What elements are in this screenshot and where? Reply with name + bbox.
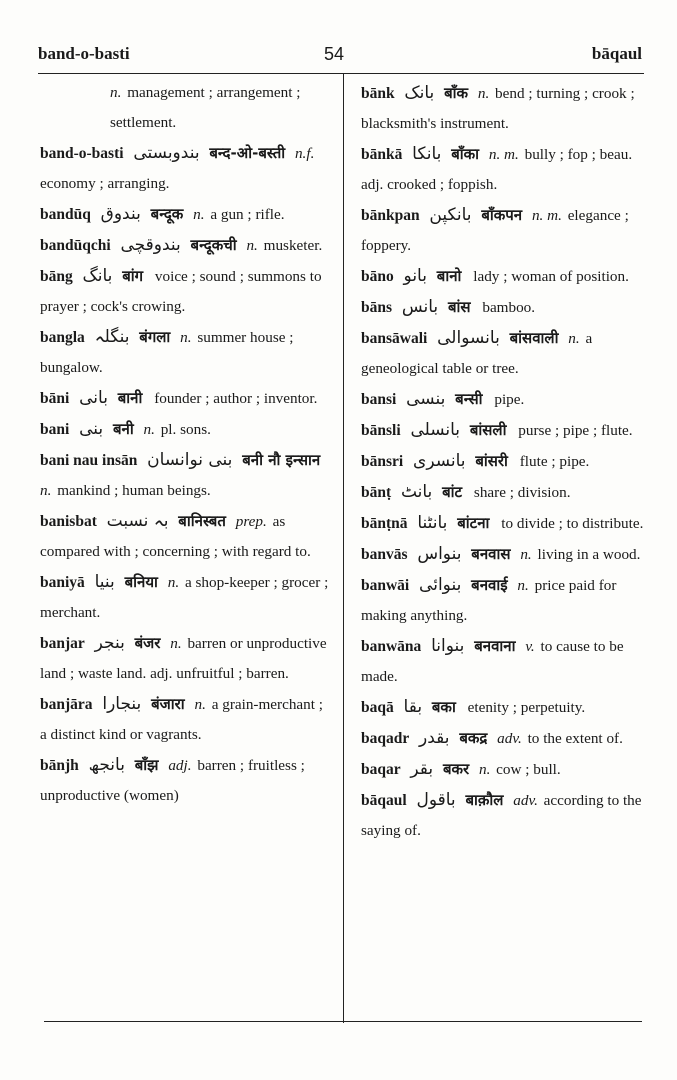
entry-headword: band-o-basti xyxy=(40,145,124,162)
entry-headword: bāns xyxy=(361,299,393,316)
dictionary-entry xyxy=(361,539,649,570)
dictionary-entry xyxy=(361,200,649,261)
entry-hindi: बांसली xyxy=(469,421,507,439)
entry-headword: bangla xyxy=(40,329,85,346)
entry-hindi: बाँक xyxy=(444,84,469,102)
entry-headword: bani xyxy=(40,421,70,438)
entry-definition: living in a wood. xyxy=(537,546,641,563)
entry-definition: purse ; pipe ; flute. xyxy=(518,422,633,439)
entry-headword: baqar xyxy=(361,761,401,778)
right-column xyxy=(361,78,649,846)
entry-urdu: بنواس xyxy=(417,544,462,564)
entry-hindi: बनिया xyxy=(124,573,158,591)
entry-urdu: بانو xyxy=(403,266,427,286)
dictionary-entry xyxy=(40,230,332,261)
entry-pos: n. m. xyxy=(531,207,562,224)
entry-urdu: بنجر xyxy=(94,633,125,653)
dictionary-entry xyxy=(361,261,649,292)
entry-definition: to divide ; to distribute. xyxy=(501,515,644,532)
entry-hindi: बानिस्बत xyxy=(178,512,226,530)
dictionary-entry xyxy=(40,689,332,750)
dictionary-entry xyxy=(361,323,649,384)
entry-urdu: بنی نوانسان xyxy=(147,450,233,470)
entry-definition: price paid for making anything. xyxy=(361,577,617,624)
entry-urdu: بنوائی xyxy=(419,575,462,595)
entry-headword: bānkā xyxy=(361,146,403,163)
header-right-guideword: bāqaul xyxy=(591,44,642,63)
entry-headword: baniyā xyxy=(40,574,85,591)
entry-hindi: बानो xyxy=(436,267,462,285)
entry-headword: banjar xyxy=(40,635,85,652)
entry-definition: bend ; turning ; crook ; blacksmith's instrument. xyxy=(361,85,635,132)
entry-pos: n. m. xyxy=(488,146,519,163)
entry-pos: n. xyxy=(167,574,180,591)
entry-hindi: बकद्र xyxy=(459,729,488,747)
entry-hindi: बाँकपन xyxy=(481,206,523,224)
entry-headword: bandūq xyxy=(40,206,91,223)
entry-definition: cow ; bull. xyxy=(496,761,561,778)
entry-pos: n. xyxy=(40,482,52,499)
entry-pos: n. xyxy=(520,546,532,563)
entry-pos: n. xyxy=(477,85,490,102)
dictionary-entry xyxy=(361,692,649,723)
entry-definition: elegance ; foppery. xyxy=(361,207,629,254)
entry-definition: to the extent of. xyxy=(527,730,623,747)
entry-definition: economy ; arranging. xyxy=(40,175,170,192)
dictionary-entry xyxy=(361,631,649,692)
dictionary-entry xyxy=(40,261,332,322)
entry-headword: bānsli xyxy=(361,422,401,439)
entry-headword: bāqaul xyxy=(361,792,407,809)
entry-definition: etenity ; perpetuity. xyxy=(467,699,586,716)
entry-definition: a shop-keeper ; grocer ; merchant. xyxy=(40,574,329,621)
dictionary-entry xyxy=(40,445,332,506)
entry-definition: flute ; pipe. xyxy=(519,453,590,470)
entry-urdu: بانٹ xyxy=(400,482,433,502)
entry-definition: summer house ; bungalow. xyxy=(40,329,294,376)
entry-hindi: बाँझ xyxy=(134,756,159,774)
dictionary-entry xyxy=(40,567,332,628)
entry-definition: a grain-merchant ; a distinct kind or vagrants. xyxy=(40,696,324,743)
entry-urdu: بہ نسبت xyxy=(106,511,169,531)
entry-hindi: बंगला xyxy=(139,328,171,346)
entry-pos: prep. xyxy=(235,513,267,530)
entry-hindi: बका xyxy=(431,698,456,716)
entry-hindi: बांट xyxy=(442,483,463,501)
dictionary-entry xyxy=(40,628,332,689)
entry-headword: banvās xyxy=(361,546,408,563)
entry-headword: bāng xyxy=(40,268,73,285)
entry-hindi: बनवास xyxy=(471,545,511,563)
entry-definition: according to the saying of. xyxy=(361,792,642,839)
entry-pos: n. xyxy=(517,577,529,594)
dictionary-entry xyxy=(40,414,332,445)
entry-headword: bansi xyxy=(361,391,397,408)
entry-urdu: بانسوالی xyxy=(437,328,500,348)
entry-headword: bandūqchi xyxy=(40,237,111,254)
dictionary-entry xyxy=(361,415,649,446)
entry-urdu: بنسی xyxy=(406,389,446,409)
entry-headword: bānk xyxy=(361,85,395,102)
entry-hindi: बकर xyxy=(442,760,470,778)
dictionary-entry xyxy=(361,446,649,477)
entry-hindi: बन्द-ओ-बस्ती xyxy=(209,144,286,162)
entry-hindi: बाँका xyxy=(451,145,480,163)
bottom-rule xyxy=(44,1021,642,1022)
entry-pos: adj. xyxy=(168,757,192,774)
entry-definition: bully ; fop ; beau. adj. crooked ; foppish. xyxy=(361,146,633,193)
entry-hindi: बांस xyxy=(447,298,471,316)
entry-pos: n. xyxy=(194,696,206,713)
dictionary-entry xyxy=(361,723,649,754)
dictionary-entry xyxy=(40,199,332,230)
dictionary-entry xyxy=(361,292,649,323)
entry-urdu: بانک xyxy=(404,83,435,103)
dictionary-entry xyxy=(361,754,649,785)
entry-definition: as compared with ; concerning ; with regard to. xyxy=(40,513,311,560)
entry-headword: banwāna xyxy=(361,638,422,655)
entry-headword: bānṭ xyxy=(361,484,392,501)
page-header xyxy=(38,44,642,72)
entry-hindi: बांसरी xyxy=(475,452,508,470)
entry-headword: bānsri xyxy=(361,453,404,470)
entry-urdu: بنوانا xyxy=(431,636,465,656)
entry-urdu: بنگلہ xyxy=(94,327,130,347)
entry-urdu: بانسلی xyxy=(410,420,461,440)
dictionary-entry xyxy=(40,78,332,138)
entry-urdu: باقول xyxy=(416,790,456,810)
page-number: 54 xyxy=(324,44,345,64)
entry-pos: v. xyxy=(525,638,535,655)
entry-headword: banwāi xyxy=(361,577,410,594)
entry-hindi: बन्सी xyxy=(455,390,483,408)
entry-urdu: بانکپن xyxy=(429,205,472,225)
entry-headword: banisbat xyxy=(40,513,97,530)
entry-headword: baqā xyxy=(361,699,394,716)
entry-urdu: بانگ xyxy=(82,266,113,286)
dictionary-entry xyxy=(361,78,649,139)
entry-urdu: بانی xyxy=(79,388,108,408)
dictionary-entry xyxy=(361,477,649,508)
entry-hindi: बंजारा xyxy=(151,695,185,713)
entry-definition: founder ; author ; inventor. xyxy=(154,390,318,407)
entry-urdu: بقا xyxy=(403,697,423,717)
entry-hindi: बानी xyxy=(117,389,143,407)
dictionary-entry xyxy=(361,785,649,846)
dictionary-entry xyxy=(40,383,332,414)
header-left-guideword: band-o-basti xyxy=(38,44,130,63)
entry-definition: management ; arrangement ; settlement. xyxy=(110,84,301,131)
entry-definition: musketer. xyxy=(263,237,323,254)
entry-pos: n. xyxy=(478,761,491,778)
entry-urdu: بقدر xyxy=(419,728,450,748)
entry-headword: bānṭnā xyxy=(361,515,408,532)
entry-hindi: बांसवाली xyxy=(509,329,559,347)
dictionary-entry xyxy=(361,139,649,200)
entry-urdu: بندوبستی xyxy=(133,143,200,163)
entry-hindi: बनी नौ इन्सान xyxy=(242,451,321,469)
dictionary-entry xyxy=(361,384,649,415)
entry-pos: n. xyxy=(110,84,122,101)
entry-urdu: بانس xyxy=(401,297,439,317)
entry-definition: lady ; woman of position. xyxy=(473,268,629,285)
entry-pos: n. xyxy=(568,330,580,347)
entry-pos: n. xyxy=(143,421,155,438)
entry-definition: voice ; sound ; summons to prayer ; cock's crowing. xyxy=(40,268,322,315)
entry-definition: to cause to be made. xyxy=(361,638,624,685)
dictionary-entry xyxy=(40,322,332,383)
entry-hindi: बन्दूक xyxy=(150,205,184,223)
entry-urdu: بانسری xyxy=(413,451,466,471)
entry-urdu: بانٹنا xyxy=(417,513,448,533)
entry-headword: banjāra xyxy=(40,696,93,713)
entry-definition: a geneological table or tree. xyxy=(361,330,593,377)
entry-hindi: बांग xyxy=(122,267,144,285)
entry-headword: bāni xyxy=(40,390,70,407)
dictionary-entry xyxy=(361,570,649,631)
entry-pos: n. xyxy=(180,329,192,346)
dictionary-entry xyxy=(40,750,332,811)
entry-urdu: بنیا xyxy=(94,572,115,592)
entry-pos: adv. xyxy=(513,792,538,809)
entry-definition: bamboo. xyxy=(482,299,536,316)
dictionary-entry xyxy=(40,506,332,567)
entry-definition: pl. sons. xyxy=(160,421,211,438)
dictionary-entry xyxy=(361,508,649,539)
dictionary-entry xyxy=(40,138,332,199)
entry-definition: barren or unproductive land ; waste land. adj. unfruitful ; barren. xyxy=(40,635,327,682)
top-rule xyxy=(38,73,644,74)
entry-pos: n.f. xyxy=(294,145,315,162)
entry-urdu: بنی xyxy=(79,419,104,439)
entry-hindi: बनवाना xyxy=(474,637,516,655)
entry-headword: bani nau insān xyxy=(40,452,138,469)
entry-pos: n. xyxy=(193,206,205,223)
entry-hindi: बाक़ौल xyxy=(465,791,504,809)
column-divider xyxy=(343,73,344,1023)
entry-pos: n. xyxy=(170,635,182,652)
entry-definition: barren ; fruitless ; unproductive (women) xyxy=(40,757,305,804)
entry-headword: baqadr xyxy=(361,730,410,747)
entry-urdu: بانکا xyxy=(412,144,442,164)
entry-headword: bāno xyxy=(361,268,394,285)
entry-hindi: बनी xyxy=(112,420,134,438)
entry-headword: bānjh xyxy=(40,757,79,774)
entry-headword: bānkpan xyxy=(361,207,420,224)
entry-hindi: बांटना xyxy=(457,514,490,532)
entry-definition: a gun ; rifle. xyxy=(210,206,285,223)
entry-headword: bansāwali xyxy=(361,330,428,347)
entry-urdu: بانجھ xyxy=(88,755,125,775)
entry-definition: share ; division. xyxy=(473,484,571,501)
entry-urdu: بندوق xyxy=(100,204,141,224)
entry-hindi: बंजर xyxy=(134,634,161,652)
entry-pos: n. xyxy=(246,237,258,254)
left-column xyxy=(40,78,332,811)
entry-urdu: بقر xyxy=(410,759,434,779)
entry-pos: adv. xyxy=(497,730,522,747)
entry-hindi: बन्दूकची xyxy=(190,236,237,254)
entry-urdu: بنجارا xyxy=(102,694,142,714)
entry-urdu: بندوقچی xyxy=(120,235,181,255)
entry-definition: mankind ; human beings. xyxy=(57,482,211,499)
entry-hindi: बनवाई xyxy=(471,576,508,594)
entry-definition: pipe. xyxy=(494,391,525,408)
